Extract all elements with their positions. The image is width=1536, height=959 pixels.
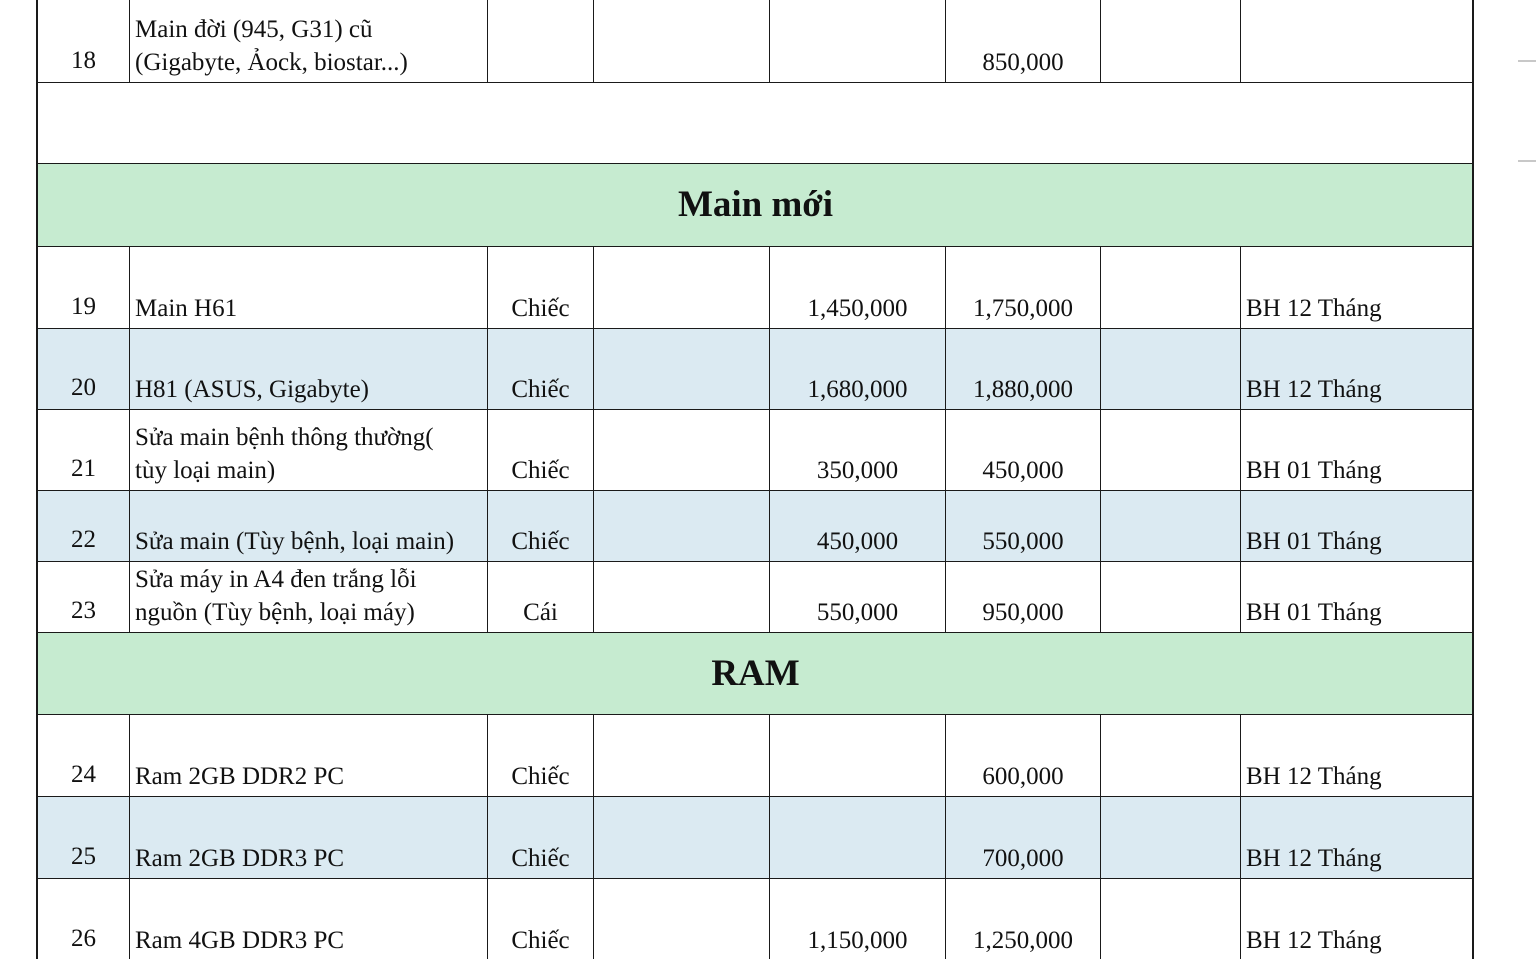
price-col-b	[770, 715, 946, 797]
price-col-a	[594, 247, 770, 329]
cell-text: Cái	[523, 599, 558, 626]
table-body	[38, 0, 1474, 959]
price-col-c	[946, 797, 1101, 879]
cell-text: 850,000	[982, 49, 1064, 76]
price-col-a	[594, 0, 770, 83]
price-col-a	[594, 797, 770, 879]
warranty-note	[1241, 329, 1474, 410]
price-col-c	[946, 0, 1101, 83]
price-col-d	[1101, 715, 1241, 797]
warranty-note	[1241, 562, 1474, 633]
cell-text: Chiếc	[511, 295, 570, 322]
cell-text: Chiếc	[511, 845, 570, 872]
cell-text: BH 12 Tháng	[1246, 295, 1382, 322]
cell-text: 18	[71, 47, 96, 74]
price-col-d	[1101, 247, 1241, 329]
cell-text: Chiếc	[511, 376, 570, 403]
cell-text: 700,000	[982, 845, 1064, 872]
table-row	[38, 247, 1474, 329]
price-col-c	[946, 247, 1101, 329]
cell-line: tùy loại main)	[135, 457, 276, 484]
table-row	[38, 329, 1474, 410]
cell-text: 1,450,000	[807, 295, 908, 322]
warranty-note	[1241, 247, 1474, 329]
item-name	[130, 0, 488, 83]
price-col-a	[594, 879, 770, 959]
item-name	[130, 247, 488, 329]
price-col-c	[946, 329, 1101, 410]
cell-text: BH 01 Tháng	[1246, 599, 1382, 626]
cell-line: Main đời (945, G31) cũ	[135, 16, 373, 43]
price-col-a	[594, 715, 770, 797]
price-col-d	[1101, 329, 1241, 410]
cell-line: Sửa main bệnh thông thường(	[135, 424, 434, 451]
cell-text: 350,000	[816, 457, 899, 484]
cell-text: Ram 2GB DDR3 PC	[135, 845, 345, 872]
cell-text: 26	[71, 925, 96, 952]
warranty-note	[1241, 0, 1474, 83]
cell-text: 24	[71, 761, 96, 788]
item-unit	[488, 562, 594, 633]
margin-tick	[1518, 60, 1536, 62]
price-table	[37, 0, 1474, 959]
section-title: Main mới	[38, 164, 1474, 247]
sheet-margin	[1474, 0, 1536, 959]
item-number	[38, 491, 130, 562]
price-col-a	[594, 410, 770, 491]
cell-line: Sửa máy in A4 đen trắng lỗi	[135, 566, 417, 593]
item-unit	[488, 797, 594, 879]
cell-text: Chiếc	[511, 528, 570, 555]
item-unit	[488, 491, 594, 562]
cell-text: BH 01 Tháng	[1246, 528, 1382, 555]
cell-text: 550,000	[816, 599, 899, 626]
item-number	[38, 797, 130, 879]
price-col-b	[770, 491, 946, 562]
item-name	[130, 879, 488, 959]
price-col-c	[946, 562, 1101, 633]
table-row	[38, 797, 1474, 879]
price-col-c	[946, 879, 1101, 959]
item-number	[38, 562, 130, 633]
price-col-a	[594, 562, 770, 633]
cell-text: 1,750,000	[973, 295, 1073, 322]
item-number	[38, 329, 130, 410]
item-number	[38, 247, 130, 329]
price-col-b	[770, 879, 946, 959]
cell-text: Sửa main (Tùy bệnh, loại main)	[135, 528, 455, 555]
cell-text: Main H61	[135, 295, 238, 322]
table-row	[38, 410, 1474, 491]
item-unit	[488, 0, 594, 83]
price-col-b	[770, 329, 946, 410]
spacer-row	[38, 83, 1474, 164]
price-col-d	[1101, 879, 1241, 959]
table-row	[38, 491, 1474, 562]
item-name	[130, 410, 488, 491]
cell-text: 23	[71, 597, 96, 624]
item-unit	[488, 247, 594, 329]
table-row	[38, 715, 1474, 797]
cell-text: Chiếc	[511, 763, 570, 790]
price-col-d	[1101, 491, 1241, 562]
cell-text: BH 12 Tháng	[1246, 763, 1382, 790]
price-col-a	[594, 329, 770, 410]
item-name	[130, 491, 488, 562]
item-name	[130, 715, 488, 797]
cell-text: 25	[71, 843, 96, 870]
cell-text: 21	[71, 455, 96, 482]
warranty-note	[1241, 797, 1474, 879]
section-header-row	[38, 633, 1474, 715]
cell-text: 1,150,000	[807, 927, 908, 954]
cell-text: BH 12 Tháng	[1246, 927, 1382, 954]
cell-text: 600,000	[982, 763, 1064, 790]
price-col-d	[1101, 410, 1241, 491]
price-col-d	[1101, 797, 1241, 879]
cell-line: (Gigabyte, Ảock, biostar...)	[135, 49, 408, 76]
cell-text: 1,880,000	[973, 376, 1073, 403]
price-col-c	[946, 715, 1101, 797]
item-number	[38, 715, 130, 797]
cell-text: 450,000	[982, 457, 1064, 484]
price-col-d	[1101, 562, 1241, 633]
cell-text: BH 12 Tháng	[1246, 376, 1382, 403]
warranty-note	[1241, 410, 1474, 491]
cell-text: 20	[71, 374, 96, 401]
cell-text: Ram 2GB DDR2 PC	[135, 763, 345, 790]
cell-text: BH 12 Tháng	[1246, 845, 1382, 872]
price-col-b	[770, 562, 946, 633]
cell-text: 1,250,000	[973, 927, 1073, 954]
item-number	[38, 879, 130, 959]
section-title: RAM	[38, 633, 1474, 715]
item-unit	[488, 329, 594, 410]
cell-text: 19	[71, 293, 96, 320]
cell-text: BH 01 Tháng	[1246, 457, 1382, 484]
price-col-b	[770, 410, 946, 491]
cell-text: Chiếc	[511, 457, 570, 484]
margin-tick	[1518, 160, 1536, 162]
item-unit	[488, 879, 594, 959]
item-name	[130, 329, 488, 410]
item-unit	[488, 715, 594, 797]
cell-text: 1,680,000	[807, 376, 908, 403]
warranty-note	[1241, 879, 1474, 959]
price-col-b	[770, 247, 946, 329]
cell-text: 450,000	[816, 528, 899, 555]
warranty-note	[1241, 491, 1474, 562]
cell-text: H81 (ASUS, Gigabyte)	[135, 376, 370, 403]
cell-text: 22	[71, 526, 96, 553]
cell-text: 950,000	[982, 599, 1064, 626]
table-row	[38, 562, 1474, 633]
price-table-sheet	[36, 0, 1474, 959]
table-row	[38, 0, 1474, 83]
cell-line: nguồn (Tùy bệnh, loại máy)	[135, 599, 415, 626]
item-name	[130, 562, 488, 633]
cell-text: Ram 4GB DDR3 PC	[135, 927, 345, 954]
warranty-note	[1241, 715, 1474, 797]
price-col-a	[594, 491, 770, 562]
item-unit	[488, 410, 594, 491]
table-row	[38, 879, 1474, 959]
price-col-c	[946, 410, 1101, 491]
item-number	[38, 410, 130, 491]
item-name	[130, 797, 488, 879]
item-number	[38, 0, 130, 83]
price-col-d	[1101, 0, 1241, 83]
section-header-row	[38, 164, 1474, 247]
spacer-cell	[38, 83, 1474, 164]
cell-text: Chiếc	[511, 927, 570, 954]
price-col-b	[770, 797, 946, 879]
price-col-b	[770, 0, 946, 83]
price-col-c	[946, 491, 1101, 562]
cell-text: 550,000	[982, 528, 1064, 555]
